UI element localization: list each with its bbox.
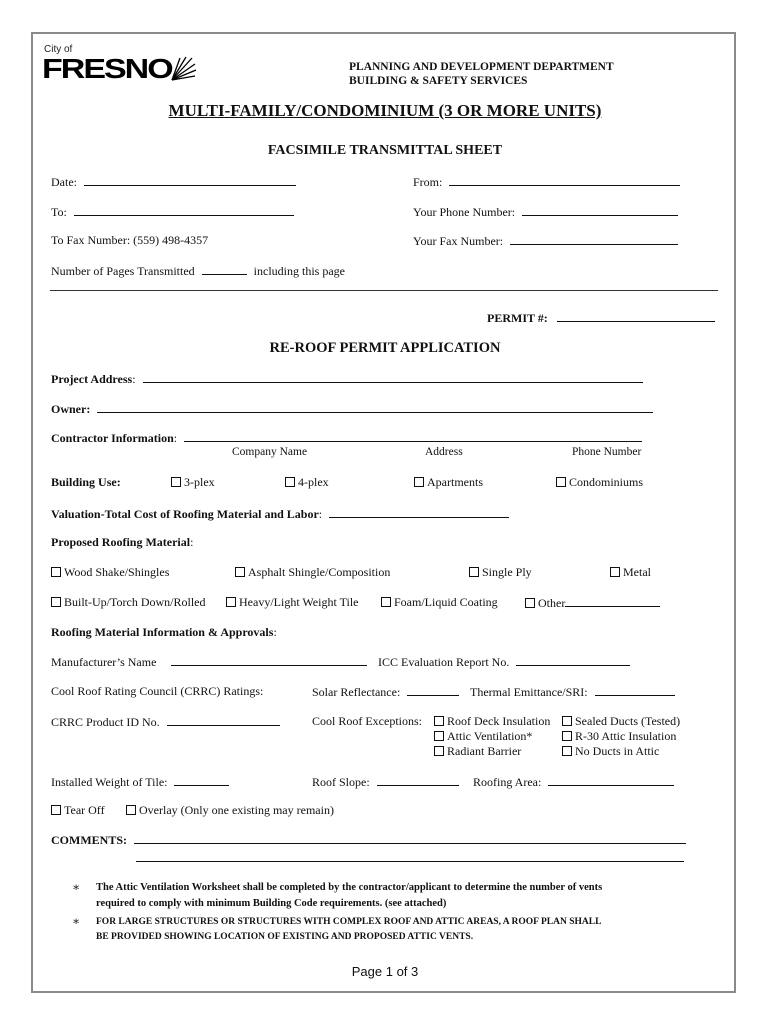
- pages-suffix: including this page: [253, 264, 345, 278]
- use-option-apartments[interactable]: [414, 475, 483, 490]
- proposed-material-label: Proposed Roofing Material: [51, 535, 191, 549]
- phone-number-caption: Phone Number: [572, 446, 642, 458]
- use-option-label: Condominiums: [569, 475, 644, 489]
- your-fax-field[interactable]: [413, 233, 678, 249]
- manufacturer-label: Manufacturer’s Name: [51, 655, 157, 669]
- checkbox-icon: [525, 598, 535, 608]
- material-label: Other: [538, 596, 566, 610]
- valuation-label: Valuation-Total Cost of Roofing Material and Labor: [51, 507, 319, 521]
- contractor-line: [184, 430, 642, 442]
- solar-label: Solar Reflectance:: [312, 685, 401, 699]
- icc-label: ICC Evaluation Report No.: [378, 655, 510, 669]
- use-option-label: 4-plex: [298, 475, 329, 489]
- note-1-line-1: The Attic Ventilation Worksheet shall be completed by the contractor/applicant to determine the number of vents: [96, 882, 603, 893]
- material-wood-shake[interactable]: [51, 565, 169, 580]
- exception-label: R-30 Attic Insulation: [575, 729, 677, 743]
- material-label: Single Ply: [482, 565, 532, 579]
- valuation-line: [329, 506, 509, 518]
- material-tile[interactable]: [226, 595, 358, 610]
- thermal-emittance-field[interactable]: [470, 684, 675, 700]
- crrc-ratings-label: Cool Roof Rating Council (CRRC) Ratings:: [51, 684, 264, 698]
- owner-label: Owner:: [51, 402, 91, 416]
- your-phone-line: [522, 204, 678, 216]
- your-fax-label: Your Fax Number:: [413, 234, 504, 248]
- use-option-4plex[interactable]: [285, 475, 329, 490]
- material-label: Foam/Liquid Coating: [394, 595, 498, 609]
- note-1: [96, 880, 602, 912]
- checkbox-icon: [469, 567, 479, 577]
- material-single-ply[interactable]: [469, 565, 532, 580]
- section-divider: [50, 290, 718, 291]
- project-address-field[interactable]: Project Address:: [51, 371, 643, 387]
- overlay-label: Overlay (Only one existing may remain): [139, 803, 334, 817]
- project-address-label: Project Address: [51, 372, 133, 386]
- date-line: [84, 174, 296, 186]
- checkbox-icon: [226, 597, 236, 607]
- note-1-line-2: required to comply with minimum Building Code requirements. (see attached): [96, 898, 447, 909]
- roofing-area-line: [548, 774, 674, 786]
- exception-label: Sealed Ducts (Tested): [575, 714, 681, 728]
- owner-line: [97, 401, 653, 413]
- checkbox-icon: [126, 805, 136, 815]
- checkbox-icon: [51, 567, 61, 577]
- exception-radiant-barrier[interactable]: [434, 744, 521, 759]
- note-2-line-1: FOR LARGE STRUCTURES OR STRUCTURES WITH COMPLEX ROOF AND ATTIC AREAS, A ROOF PLAN SHALL: [96, 917, 602, 927]
- date-label: Date:: [51, 175, 77, 189]
- exception-no-ducts[interactable]: [562, 744, 659, 759]
- exception-label: No Ducts in Attic: [575, 744, 660, 758]
- from-label: From:: [413, 175, 443, 189]
- material-other[interactable]: [525, 595, 660, 611]
- installed-weight-field[interactable]: [51, 774, 229, 790]
- thermal-label: Thermal Emittance/SRI:: [470, 685, 588, 699]
- material-info-heading: Roofing Material Information & Approvals:: [51, 625, 277, 639]
- crrc-id-label: CRRC Product ID No.: [51, 715, 160, 729]
- owner-field[interactable]: [51, 401, 653, 417]
- note-bullet-2: ∗: [72, 914, 81, 928]
- to-field[interactable]: [51, 204, 294, 220]
- pages-label: Number of Pages Transmitted: [51, 264, 195, 278]
- fax-subtitle: FACSIMILE TRANSMITTAL SHEET: [267, 143, 503, 158]
- checkbox-icon: [434, 731, 444, 741]
- from-line: [449, 174, 680, 186]
- comments-line-2[interactable]: [136, 861, 684, 862]
- cool-roof-exceptions-label: Cool Roof Exceptions:: [312, 714, 422, 728]
- checkbox-icon: [434, 746, 444, 756]
- comments-field[interactable]: [51, 832, 686, 848]
- installed-weight-line: [174, 774, 229, 786]
- date-field[interactable]: [51, 174, 296, 190]
- material-label: Wood Shake/Shingles: [64, 565, 170, 579]
- from-field[interactable]: [413, 174, 680, 190]
- exception-sealed-ducts[interactable]: [562, 714, 680, 729]
- contractor-field[interactable]: Contractor Information:: [51, 430, 642, 446]
- overlay-option[interactable]: [126, 803, 334, 818]
- department-line-2: BUILDING & SAFETY SERVICES: [349, 75, 528, 87]
- proposed-material-heading: Proposed Roofing Material:: [51, 535, 194, 549]
- department-line-1: PLANNING AND DEVELOPMENT DEPARTMENT: [349, 61, 614, 73]
- material-foam-coating[interactable]: [381, 595, 498, 610]
- installed-weight-label: Installed Weight of Tile:: [51, 775, 168, 789]
- permit-line: [557, 310, 715, 322]
- use-option-label: Apartments: [427, 475, 483, 489]
- roofing-area-field[interactable]: [473, 774, 674, 790]
- logo-city-label: City of: [44, 44, 73, 55]
- tear-off-option[interactable]: [51, 803, 105, 818]
- icc-report-field[interactable]: [378, 654, 630, 670]
- material-label: Heavy/Light Weight Tile: [239, 595, 359, 609]
- checkbox-icon: [51, 805, 61, 815]
- material-label: Built-Up/Torch Down/Rolled: [64, 595, 206, 609]
- checkbox-icon: [556, 477, 566, 487]
- checkbox-icon: [285, 477, 295, 487]
- material-metal[interactable]: [610, 565, 651, 580]
- solar-reflectance-field[interactable]: [312, 684, 459, 700]
- exception-attic-ventilation[interactable]: [434, 729, 532, 744]
- manufacturer-field[interactable]: [51, 654, 367, 670]
- pages-field[interactable]: [51, 263, 345, 279]
- checkbox-icon: [610, 567, 620, 577]
- contractor-label: Contractor Information: [51, 431, 174, 445]
- page-number: Page 1 of 3: [351, 964, 419, 979]
- to-line: [74, 204, 294, 216]
- exception-roof-deck[interactable]: [434, 714, 550, 729]
- permit-label: PERMIT #:: [487, 311, 548, 325]
- department-heading: [349, 60, 614, 88]
- roof-slope-label: Roof Slope:: [312, 775, 370, 789]
- exception-label: Attic Ventilation*: [447, 729, 533, 743]
- material-info-label: Roofing Material Information & Approvals: [51, 625, 274, 639]
- note-bullet-1: ∗: [72, 880, 81, 894]
- to-fax-number: To Fax Number: (559) 498-4357: [51, 233, 209, 247]
- your-phone-label: Your Phone Number:: [413, 205, 516, 219]
- checkbox-icon: [434, 716, 444, 726]
- tear-off-label: Tear Off: [64, 803, 105, 817]
- valuation-field[interactable]: Valuation-Total Cost of Roofing Material and Labor:: [51, 506, 509, 522]
- comments-label: COMMENTS:: [51, 833, 127, 847]
- sun-logo-icon: [170, 56, 196, 82]
- company-name-caption: Company Name: [232, 446, 308, 458]
- checkbox-icon: [381, 597, 391, 607]
- exception-label: Radiant Barrier: [447, 744, 522, 758]
- material-label: Asphalt Shingle/Composition: [248, 565, 391, 579]
- checkbox-icon: [562, 716, 572, 726]
- solar-line: [407, 684, 459, 696]
- pages-line: [202, 263, 247, 275]
- use-option-3plex[interactable]: [171, 475, 215, 490]
- exception-label: Roof Deck Insulation: [447, 714, 551, 728]
- use-option-condominiums[interactable]: [556, 475, 643, 490]
- thermal-line: [595, 684, 675, 696]
- roof-slope-field[interactable]: [312, 774, 459, 790]
- note-2-line-2: BE PROVIDED SHOWING LOCATION OF EXISTING AND PROPOSED ATTIC VENTS.: [96, 932, 474, 942]
- checkbox-icon: [562, 731, 572, 741]
- roof-slope-line: [377, 774, 459, 786]
- use-option-label: 3-plex: [184, 475, 215, 489]
- form-title: MULTI-FAMILY/CONDOMINIUM (3 OR MORE UNITS): [168, 101, 602, 120]
- checkbox-icon: [414, 477, 424, 487]
- exception-r30-insulation[interactable]: [562, 729, 676, 744]
- crrc-product-id-field[interactable]: [51, 714, 280, 730]
- other-line: [565, 595, 660, 607]
- roofing-area-label: Roofing Area:: [473, 775, 542, 789]
- checkbox-icon: [235, 567, 245, 577]
- checkbox-icon: [171, 477, 181, 487]
- your-fax-line: [510, 233, 678, 245]
- to-label: To:: [51, 205, 67, 219]
- permit-number-field[interactable]: [487, 310, 715, 326]
- section-title: RE-ROOF PERMIT APPLICATION: [269, 340, 501, 356]
- comments-line-1: [134, 832, 686, 844]
- building-use-label: Building Use:: [51, 475, 121, 489]
- your-phone-field[interactable]: [413, 204, 678, 220]
- fresno-logo: FRESNO: [42, 53, 172, 85]
- icc-line: [516, 654, 630, 666]
- material-built-up[interactable]: [51, 595, 205, 610]
- checkbox-icon: [51, 597, 61, 607]
- material-asphalt-shingle[interactable]: [235, 565, 390, 580]
- address-caption: Address: [425, 446, 463, 458]
- material-label: Metal: [623, 565, 651, 579]
- checkbox-icon: [562, 746, 572, 756]
- crrc-id-line: [167, 714, 280, 726]
- manufacturer-line: [171, 654, 367, 666]
- note-2: [96, 915, 601, 945]
- project-address-line: [143, 371, 643, 383]
